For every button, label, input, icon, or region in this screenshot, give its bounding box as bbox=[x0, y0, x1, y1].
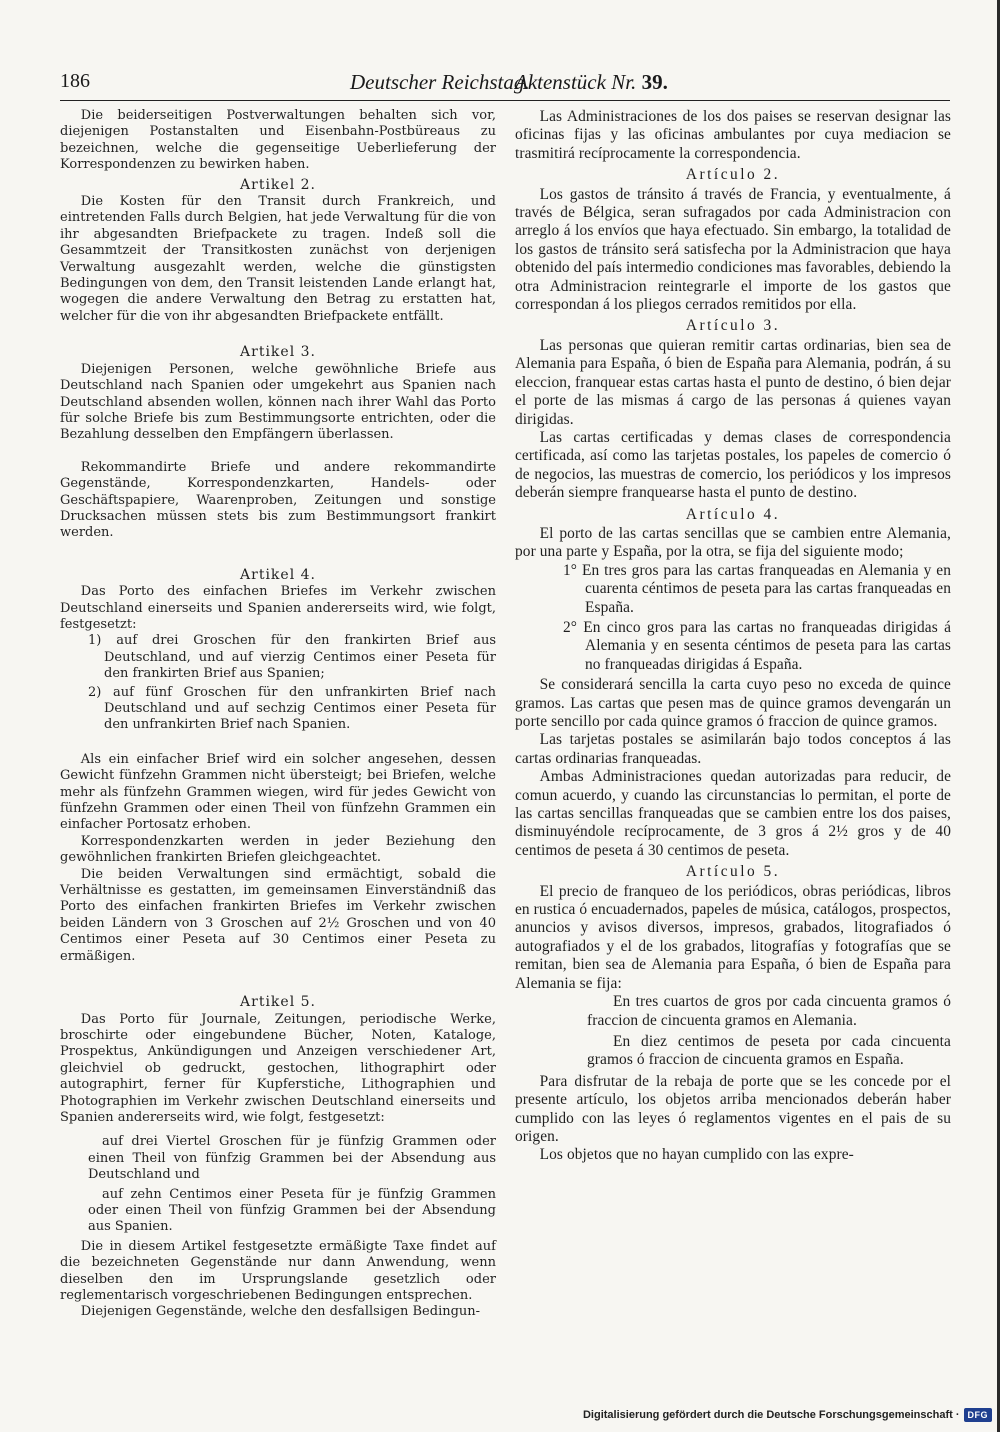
spanish-article-4-text: El porto de las cartas sencillas que se cambien entre Alemania, por una parte y España, por la otra, se fija del siguiente modo; bbox=[515, 524, 951, 561]
document-label-text: Aktenstück Nr. bbox=[515, 70, 637, 94]
spanish-article-5-heading: Artículo 5. bbox=[685, 863, 781, 881]
spanish-article-5-text: El precio de franqueo de los periódicos, obras periódicas, libros en rustica ó encuadernados, papeles de música, catálogos, prospectos, anuncios y avisos diversos, impresos, grabados, litografiados ó autografiados y el de los grabados, litografías y fotografías que se remitan, bien sea de Alemania para España, ó bien de España para Alemania se fija: bbox=[515, 882, 951, 992]
spanish-article-5-rate-1: En tres cuartos de gros por cada cincuenta gramos ó fraccion de cincuenta gramos en Alemania. bbox=[587, 993, 951, 1029]
document-number: 39. bbox=[641, 70, 668, 94]
spanish-column bbox=[515, 108, 951, 1165]
spanish-article-5-text-2: Para disfrutar de la rebaja de porte que se les concede por el presente artículo, los objetos arriba mencionados deberán haber cumplido con las leyes ó reglamentos vigentes en el pais de su origen. bbox=[515, 1072, 951, 1145]
german-article-4-text: Das Porto des einfachen Briefes im Verkehr zwischen Deutschland einerseits und Spanien andererseits wird, wie folgt, festgesetzt: bbox=[60, 584, 496, 632]
german-article-4-heading: Artikel 4. bbox=[240, 566, 316, 583]
german-article-5-text: Das Porto für Journale, Zeitungen, periodische Werke, broschirte oder eingebundene Bücher, Noten, Kataloge, Prospektus, Ankündigungen und Anzeigen verschiedener Art, gleichviel ob gedruckt, gestochen, lithographirt oder autographirt, ferner für Kupferstiche, Lithographien und Photographien im Verkehr zwischen Deutschland einerseits und Spanien andererseits wird, wie folgt, festgesetzt: bbox=[60, 1011, 496, 1125]
german-article-5-rate-1: auf drei Viertel Groschen für je fünfzig Grammen oder einen Theil von fünfzig Grammen bei der Absendung aus Deutschland und bbox=[88, 1134, 496, 1183]
spanish-article-4-item-2: 2° En cinco gros para las cartas no franqueadas dirigidas á Alemania y en sesenta céntimos de peseta para las cartas no franqueadas dirigidas á España. bbox=[563, 618, 951, 673]
german-article-4-item-1: 1) auf drei Groschen für den frankirten Brief aus Deutschland, und auf vierzig Centimos einer Peseta für den frankirten Brief aus Spanien; bbox=[88, 633, 496, 682]
spanish-intro: Las Administraciones de los dos paises se reservan designar las oficinas fijas y las oficinas ambulantes por cuya mediacion se trasmitirá recíprocamente la correspondencia. bbox=[515, 108, 951, 162]
dfg-logo: DFG bbox=[964, 1408, 993, 1422]
german-article-3-heading: Artikel 3. bbox=[240, 344, 316, 361]
page-number: 186 bbox=[60, 70, 90, 92]
german-intro: Die beiderseitigen Postverwaltungen behalten sich vor, diejenigen Postanstalten und Eisenbahn-Postbüreaus zu bezeichnen, welche die gegenseitige Ueberlieferung der Korrespondenzen zu bewirken haben. bbox=[60, 108, 496, 173]
document-label bbox=[515, 70, 668, 95]
publication-title: Deutscher Reichstag. bbox=[350, 70, 530, 94]
spanish-article-4-item-1: 1° En tres gros para las cartas franqueadas en Alemania y en cuarenta céntimos de peseta para las cartas franqueadas en España. bbox=[563, 561, 951, 616]
german-article-4-text-2: Als ein einfacher Brief wird ein solcher angesehen, dessen Gewicht fünfzehn Grammen nicht übersteigt; bei Briefen, welche mehr als fünfzehn Grammen wiegen, wird für jedes Gewicht von fünfzehn Grammen oder einen Theil von fünfzehn Grammen ein einfacher Portosatz erhoben. bbox=[60, 751, 496, 833]
german-article-2-heading: Artikel 2. bbox=[240, 176, 316, 193]
page-header bbox=[60, 70, 950, 100]
german-article-3-text-2: Rekommandirte Briefe und andere rekommandirte Gegenstände, Korrespondenzkarten, Handels- oder Geschäftspapiere, Waarenproben, Zeitungen und sonstige Drucksachen müssen stets bis zum Bestimmungsort frankirt werden. bbox=[60, 459, 496, 541]
german-article-5-rate-2: auf zehn Centimos einer Peseta für je fünfzig Grammen oder einen Theil von fünfzig Grammen bei der Absendung aus Spanien. bbox=[88, 1186, 496, 1235]
spanish-article-3-text: Las personas que quieran remitir cartas ordinarias, bien sea de Alemania para España, ó bien de España para Alemania, podrán, á su eleccion, franquear estas cartas hasta el punto de destino, ó bien dejar el porte de las mismas á cargo de las personas á quienes vayan dirigidas. bbox=[515, 336, 951, 428]
german-article-4-item-2: 2) auf fünf Groschen für den unfrankirten Brief nach Deutschland und auf sechzig Centimos einer Peseta für den unfrankirten Brief nach Spanien. bbox=[88, 684, 496, 733]
header-rule bbox=[60, 100, 950, 101]
spanish-article-3-text-2: Las cartas certificadas y demas clases de correspondencia certificada, así como las tarjetas postales, los papeles de comercio ó de negocios, las muestras de comercio, los periódicos y los impresos deberán siempre franquearse hasta el punto de destino. bbox=[515, 428, 951, 502]
german-article-4-text-4: Die beiden Verwaltungen sind ermächtigt, sobald die Verhältnisse es gestatten, im gemeinsamen Einverständniß das Porto des einfachen frankirten Briefes im Verkehr zwischen beiden Ländern von 3 Groschen auf 2½ Groschen und von 40 Centimos einer Peseta auf 30 Centimos einer Peseta zu ermäßigen. bbox=[60, 866, 496, 964]
spanish-article-4-heading: Artículo 4. bbox=[685, 505, 781, 523]
german-article-3-text: Diejenigen Personen, welche gewöhnliche Briefe aus Deutschland nach Spanien oder umgekehrt aus Spanien nach Deutschland absenden wollen, können nach ihrer Wahl das Porto für solche Briefe bis zum Bestimmungsorte entrichten, oder die Bezahlung desselben den Empfängern überlassen. bbox=[60, 361, 496, 443]
credit-text: Digitalisierung gefördert durch die Deutsche Forschungsgemeinschaft · bbox=[582, 1409, 960, 1421]
german-article-5-text-2: Die in diesem Artikel festgesetzte ermäßigte Taxe findet auf die bezeichneten Gegenstände nur dann Anwendung, wenn dieselben den im Ursprungslande gesetzlich oder reglementarisch vorgeschriebenen Bedingungen entsprechen. bbox=[60, 1238, 496, 1303]
german-article-5-heading: Artikel 5. bbox=[240, 994, 316, 1011]
german-article-4-text-3: Korrespondenzkarten werden in jeder Beziehung den gewöhnlichen frankirten Briefen gleichgeachtet. bbox=[60, 833, 496, 866]
spanish-article-4-text-4: Ambas Administraciones quedan autorizadas para reducir, de comun acuerdo, y cuando las circunstancias lo permitan, el porte de las cartas sencillas franqueadas que se cambien entre los dos paises, disminuyéndole recíprocamente, de 3 gros á 2½ gros y de 40 centimos de peseta á 30 centimos de peseta. bbox=[515, 768, 951, 859]
spanish-article-3-heading: Artículo 3. bbox=[685, 317, 781, 335]
german-article-5-text-3: Diejenigen Gegenstände, welche den desfallsigen Bedingun- bbox=[80, 1304, 481, 1320]
spanish-article-2-heading: Artículo 2. bbox=[685, 166, 781, 184]
spanish-article-2-text: Los gastos de tránsito á través de Francia, y eventualmente, á través de Bélgica, seran sufragados por cada Administracion con arreglo á los envíos que haya efectuado. Sin embargo, la totalidad de los gastos de tránsito será satisfecha por la Administracion que haya obtenido del país intermedio condiciones mas favorables, debiendo la otra Administracion reintegrarle el importe de los gastos que correspondan á los pliegos cerrados remitidos por ella. bbox=[515, 185, 951, 314]
spanish-article-5-rate-2: En diez centimos de peseta por cada cincuenta gramos ó fraccion de cincuenta gramos en España. bbox=[587, 1032, 951, 1069]
digitization-credit bbox=[583, 1408, 992, 1422]
spanish-article-5-text-3: Los objetos que no hayan cumplido con las expre- bbox=[539, 1146, 854, 1164]
spanish-article-4-text-2: Se considerará sencilla la carta cuyo peso no exceda de quince gramos. Las cartas que pesen mas de quince gramos devengarán un porte sencillo por cada quince gramos ó fraccion de quince gramos. bbox=[515, 676, 951, 730]
german-article-2-text: Die Kosten für den Transit durch Frankreich, und eintretenden Falls durch Belgien, hat jede Verwaltung für die von ihr abgesandten Briefpackete zu tragen. Indeß soll die Gesammtzeit der Transitkosten zunächst von derjenigen Verwaltung ausgezahlt werden, welche die günstigsten Bedingungen von dem, den Transit leistenden Lande erlangt hat, wogegen die andere Verwaltung den Betrag zu erstatten hat, welcher für die von ihr abgesandten Briefpackete entfällt. bbox=[60, 194, 496, 324]
spanish-article-4-text-3: Las tarjetas postales se asimilarán bajo todos conceptos á las cartas ordinarias franqueadas. bbox=[515, 731, 951, 767]
german-column bbox=[60, 108, 496, 1321]
